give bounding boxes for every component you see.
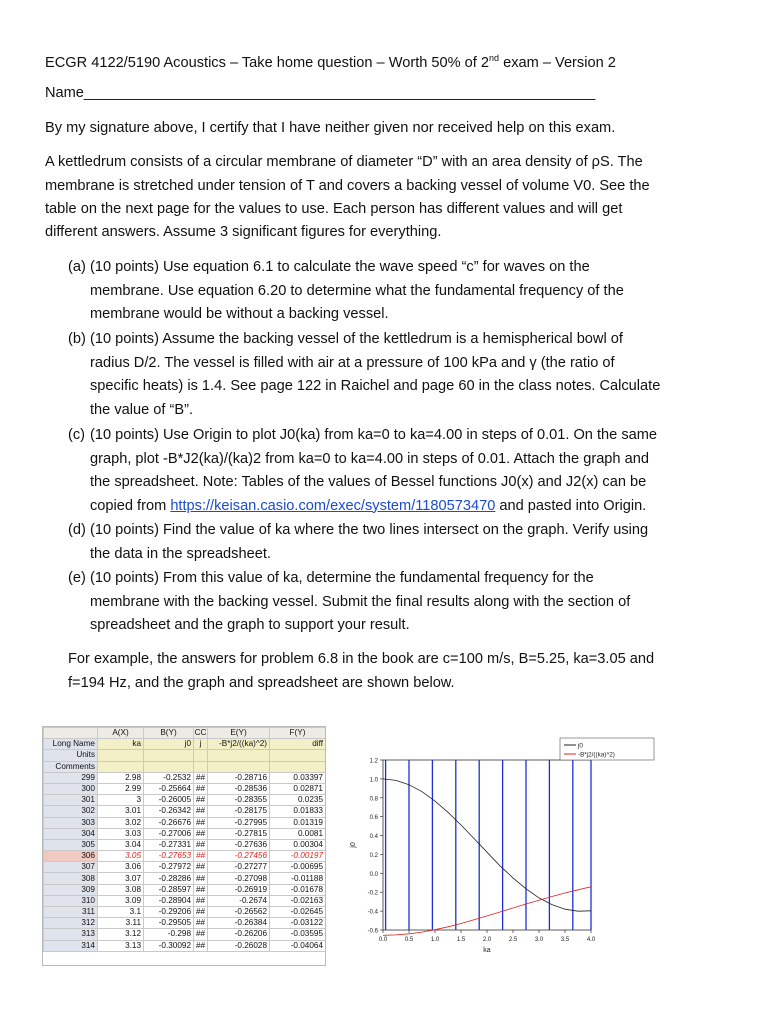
spreadsheet-cell[interactable]: E(Y) bbox=[208, 728, 270, 739]
row-header-cell[interactable]: 300 bbox=[44, 783, 98, 794]
question-line: specific heats) is 1.4. See page 122 in Raichel and page 60 in the class notes. Calculate bbox=[90, 378, 661, 394]
spreadsheet-cell[interactable]: ## bbox=[194, 873, 208, 884]
spreadsheet-cell[interactable]: CC bbox=[194, 728, 207, 738]
row-header-cell[interactable]: 305 bbox=[44, 839, 98, 850]
row-header-cell[interactable]: Units bbox=[44, 750, 98, 761]
spreadsheet-cell[interactable]: -0.28904 bbox=[144, 895, 194, 906]
spreadsheet-cell[interactable]: 0.00304 bbox=[270, 839, 326, 850]
meta-row[interactable] bbox=[44, 739, 326, 750]
spreadsheet-cell[interactable]: 2.98 bbox=[98, 772, 144, 783]
x-tick-label: 3.0 bbox=[534, 937, 544, 943]
spreadsheet-cell[interactable]: ## bbox=[194, 895, 208, 906]
spreadsheet-cell[interactable]: 3 bbox=[98, 795, 144, 806]
spreadsheet-cell[interactable]: -0.03595 bbox=[270, 929, 326, 940]
spreadsheet-cell[interactable]: -0.26342 bbox=[144, 806, 194, 817]
spreadsheet-cell[interactable]: diff bbox=[270, 739, 326, 750]
row-header-cell[interactable]: 310 bbox=[44, 895, 98, 906]
plot-frame bbox=[383, 760, 591, 930]
spreadsheet-cell[interactable]: -0.02645 bbox=[270, 907, 326, 918]
spreadsheet-cell[interactable]: -0.28597 bbox=[144, 884, 194, 895]
copied-suffix: and pasted into Origin. bbox=[495, 497, 647, 514]
spreadsheet-cell[interactable]: -0.30092 bbox=[144, 940, 194, 951]
y-axis-label: j0 bbox=[350, 842, 357, 848]
row-header-cell[interactable]: 308 bbox=[44, 873, 98, 884]
x-tick-label: 4.0 bbox=[586, 937, 596, 943]
legend-label: j0 bbox=[578, 742, 583, 750]
spreadsheet-cell[interactable]: ## bbox=[194, 918, 208, 929]
spreadsheet-cell[interactable]: A(X) bbox=[98, 728, 144, 739]
question-b bbox=[68, 328, 728, 422]
spreadsheet-cell[interactable]: -0.28536 bbox=[208, 783, 270, 794]
row-header-cell[interactable] bbox=[44, 728, 98, 739]
spreadsheet-cell[interactable]: -0.29505 bbox=[144, 918, 194, 929]
spreadsheet-cell[interactable]: -0.2532 bbox=[144, 772, 194, 783]
row-header-cell[interactable]: 299 bbox=[44, 772, 98, 783]
spreadsheet-cell[interactable]: ## bbox=[194, 940, 208, 951]
example-line: For example, the answers for problem 6.8 in the book are c=100 m/s, B=5.25, ka=3.05 and bbox=[68, 651, 655, 667]
spreadsheet-cell[interactable]: -0.26028 bbox=[208, 940, 270, 951]
spreadsheet-cell[interactable]: 3.13 bbox=[98, 940, 144, 951]
spreadsheet-cell[interactable]: -0.28355 bbox=[208, 795, 270, 806]
spreadsheet-cell[interactable]: -0.03122 bbox=[270, 918, 326, 929]
example-paragraph bbox=[68, 648, 728, 695]
spreadsheet-cell[interactable] bbox=[98, 761, 144, 772]
question-label: (b) bbox=[68, 331, 86, 347]
spreadsheet-cell[interactable]: ## bbox=[194, 839, 208, 850]
spreadsheet-cell[interactable]: -0.27331 bbox=[144, 839, 194, 850]
meta-row[interactable] bbox=[44, 761, 326, 772]
spreadsheet-cell[interactable]: 0.03397 bbox=[270, 772, 326, 783]
spreadsheet-cell[interactable]: ## bbox=[194, 772, 208, 783]
row-header-cell[interactable]: 309 bbox=[44, 884, 98, 895]
spreadsheet-cell[interactable]: -0.27277 bbox=[208, 862, 270, 873]
question-c bbox=[68, 424, 728, 518]
x-tick-label: 0.5 bbox=[404, 937, 414, 943]
intro-line: A kettledrum consists of a circular membrane of diameter “D” with an area density of ρS. The bbox=[45, 154, 643, 170]
spreadsheet-cell[interactable]: 3.08 bbox=[98, 884, 144, 895]
spreadsheet-cell[interactable]: 3.03 bbox=[98, 828, 144, 839]
question-line: membrane would be without a backing vessel. bbox=[90, 306, 389, 322]
row-header-cell[interactable]: 301 bbox=[44, 795, 98, 806]
question-a bbox=[68, 256, 728, 327]
meta-row[interactable] bbox=[44, 750, 326, 761]
question-line: membrane with the backing vessel. Submit the final results along with the section of bbox=[90, 593, 631, 610]
spreadsheet-cell[interactable]: -0.26005 bbox=[144, 795, 194, 806]
row-header-cell[interactable]: 303 bbox=[44, 817, 98, 828]
spreadsheet-cell[interactable]: 3.05 bbox=[98, 851, 144, 862]
spreadsheet-cell[interactable]: 3.12 bbox=[98, 929, 144, 940]
spreadsheet-cell[interactable]: -0.27098 bbox=[208, 873, 270, 884]
spreadsheet-cell[interactable]: 3.04 bbox=[98, 839, 144, 850]
table-row[interactable] bbox=[44, 884, 326, 895]
question-line: spreadsheet and the graph to support your result. bbox=[90, 617, 410, 633]
question-line: (10 points) Use equation 6.1 to calculate the wave speed “c” for waves on the bbox=[90, 259, 590, 275]
y-tick-label: -0.4 bbox=[367, 909, 378, 916]
series-line bbox=[383, 887, 591, 936]
question-label: (e) bbox=[68, 570, 86, 586]
y-tick-label: 0.4 bbox=[369, 834, 378, 841]
x-tick-label: 3.5 bbox=[560, 937, 570, 943]
spreadsheet-cell[interactable]: -0.26562 bbox=[208, 907, 270, 918]
spreadsheet-cell[interactable]: -0.01188 bbox=[270, 873, 326, 884]
spreadsheet-cell[interactable]: -0.28175 bbox=[208, 806, 270, 817]
column-header-row[interactable] bbox=[44, 728, 326, 739]
question-line: the value of “B”. bbox=[90, 401, 194, 418]
spreadsheet-cell[interactable]: ## bbox=[194, 806, 208, 817]
spreadsheet-cell[interactable]: 0.01833 bbox=[270, 806, 326, 817]
question-line: membrane. Use equation 6.20 to determine what the fundamental frequency of the bbox=[90, 282, 624, 299]
name-field[interactable]: Name_______________________________________________________________ bbox=[45, 85, 596, 101]
spreadsheet-cell[interactable] bbox=[208, 750, 270, 761]
intro-line: different answers. Assume 3 significant figures for everything. bbox=[45, 224, 442, 240]
spreadsheet-cell[interactable]: -0.25664 bbox=[144, 783, 194, 794]
row-header-cell[interactable]: Long Name bbox=[44, 739, 98, 750]
spreadsheet-cell[interactable] bbox=[270, 761, 326, 772]
spreadsheet-cell[interactable]: ## bbox=[194, 828, 208, 839]
spreadsheet-cell[interactable]: -0.28716 bbox=[208, 772, 270, 783]
spreadsheet-cell[interactable]: -0.00695 bbox=[270, 862, 326, 873]
x-tick-label: 0.0 bbox=[378, 937, 388, 943]
spreadsheet-cell[interactable] bbox=[208, 761, 270, 772]
table-row[interactable] bbox=[44, 851, 326, 862]
spreadsheet-cell[interactable]: 3.11 bbox=[98, 918, 144, 929]
table-row[interactable] bbox=[44, 795, 326, 806]
y-tick-label: 0.0 bbox=[369, 871, 378, 878]
exam-title: ECGR 4122/5190 Acoustics – Take home question – Worth 50% of 2nd exam – Version 2 bbox=[45, 53, 616, 71]
y-tick-label: 0.2 bbox=[369, 852, 378, 859]
intro-line: table on the next page for the values to use. Each person has different values and will get bbox=[45, 201, 623, 217]
y-tick-label: -0.2 bbox=[367, 890, 378, 897]
spreadsheet-cell[interactable]: -0.298 bbox=[144, 929, 194, 940]
spreadsheet-cell[interactable]: -0.27653 bbox=[144, 851, 194, 862]
y-tick-label: 0.8 bbox=[369, 796, 378, 803]
spreadsheet-cell[interactable]: -0.2674 bbox=[208, 895, 270, 906]
bessel-table-link[interactable]: https://keisan.casio.com/exec/system/1180573470 bbox=[170, 497, 496, 514]
row-header-cell[interactable]: 313 bbox=[44, 929, 98, 940]
spreadsheet-cell[interactable] bbox=[194, 761, 208, 772]
spreadsheet-cell[interactable]: -0.29206 bbox=[144, 907, 194, 918]
table-row[interactable] bbox=[44, 873, 326, 884]
spreadsheet-cell[interactable]: ## bbox=[194, 929, 208, 940]
table-row[interactable] bbox=[44, 862, 326, 873]
spreadsheet-cell[interactable]: 3.06 bbox=[98, 862, 144, 873]
example-line: f=194 Hz, and the graph and spreadsheet are shown below. bbox=[68, 674, 455, 691]
row-header-cell[interactable]: 304 bbox=[44, 828, 98, 839]
spreadsheet-cell[interactable] bbox=[194, 750, 208, 761]
spreadsheet-cell[interactable]: 3.01 bbox=[98, 806, 144, 817]
question-line bbox=[68, 495, 728, 519]
spreadsheet-cell[interactable] bbox=[144, 750, 194, 761]
row-header-cell[interactable]: 314 bbox=[44, 940, 98, 951]
question-d bbox=[68, 519, 728, 566]
question-label: (a) bbox=[68, 259, 86, 275]
series-line bbox=[383, 779, 591, 911]
table-row[interactable] bbox=[44, 783, 326, 794]
spreadsheet-cell[interactable]: -B*j2/((ka)^2) bbox=[208, 739, 270, 750]
table-row[interactable] bbox=[44, 907, 326, 918]
spreadsheet-cell[interactable]: -0.26206 bbox=[208, 929, 270, 940]
spreadsheet-cell[interactable]: -0.26384 bbox=[208, 918, 270, 929]
spreadsheet-cell[interactable] bbox=[98, 750, 144, 761]
question-line: (10 points) Use Origin to plot J0(ka) from ka=0 to ka=4.00 in steps of 0.01. On the same bbox=[90, 427, 658, 443]
y-tick-label: 1.2 bbox=[369, 758, 378, 765]
copied-prefix: copied from bbox=[90, 497, 171, 514]
spreadsheet-cell[interactable]: -0.27006 bbox=[144, 828, 194, 839]
spreadsheet-cell[interactable]: -0.27972 bbox=[144, 862, 194, 873]
spreadsheet-cell[interactable]: -0.02163 bbox=[270, 895, 326, 906]
x-tick-label: 2.5 bbox=[508, 937, 518, 943]
y-tick-label: 0.6 bbox=[369, 815, 378, 822]
spreadsheet-cell[interactable]: ## bbox=[194, 851, 208, 862]
spreadsheet-cell[interactable]: 3.02 bbox=[98, 817, 144, 828]
spreadsheet-cell[interactable]: -0.00197 bbox=[270, 851, 326, 862]
spreadsheet-cell[interactable]: 3.07 bbox=[98, 873, 144, 884]
spreadsheet-cell[interactable]: -0.27456 bbox=[208, 851, 270, 862]
legend-label: -B*j2/((ka)^2) bbox=[578, 751, 615, 759]
row-header-cell[interactable]: 311 bbox=[44, 907, 98, 918]
table-row[interactable] bbox=[44, 828, 326, 839]
question-line: the spreadsheet. Note: Tables of the values of Bessel functions J0(x) and J2(x) can be bbox=[90, 474, 647, 490]
table-row[interactable] bbox=[44, 806, 326, 817]
question-label: (d) bbox=[68, 522, 86, 538]
spreadsheet-cell[interactable]: 3.09 bbox=[98, 895, 144, 906]
certification-text: By my signature above, I certify that I have neither given nor received help on this exam. bbox=[45, 120, 616, 136]
table-row[interactable] bbox=[44, 817, 326, 828]
spreadsheet-cell[interactable]: 0.0081 bbox=[270, 828, 326, 839]
y-tick-label: -0.6 bbox=[367, 928, 378, 935]
spreadsheet-cell[interactable]: B(Y) bbox=[144, 728, 194, 739]
spreadsheet-cell[interactable]: F(Y) bbox=[270, 728, 326, 739]
row-header-cell[interactable]: 306 bbox=[44, 851, 98, 862]
spreadsheet-cell[interactable]: -0.27636 bbox=[208, 839, 270, 850]
spreadsheet-table bbox=[43, 727, 326, 952]
spreadsheet-cell[interactable]: 0.01319 bbox=[270, 817, 326, 828]
table-row[interactable] bbox=[44, 895, 326, 906]
question-line: radius D/2. The vessel is filled with air at a pressure of 100 kPa and γ (the ratio of bbox=[90, 354, 615, 371]
spreadsheet-cell[interactable]: -0.28286 bbox=[144, 873, 194, 884]
spreadsheet-cell[interactable] bbox=[144, 761, 194, 772]
spreadsheet-cell[interactable]: -0.26919 bbox=[208, 884, 270, 895]
spreadsheet-cell[interactable]: ## bbox=[194, 795, 208, 806]
question-line: (10 points) Find the value of ka where the two lines intersect on the graph. Verify using bbox=[90, 522, 649, 538]
row-header-cell[interactable]: 312 bbox=[44, 918, 98, 929]
spreadsheet-cell[interactable]: ka bbox=[98, 739, 144, 750]
table-row[interactable] bbox=[44, 940, 326, 951]
intro-line: membrane is stretched under tension of T and covers a backing vessel of volume V0. See the bbox=[45, 178, 650, 194]
spreadsheet-cell[interactable]: ## bbox=[194, 862, 208, 873]
table-row[interactable] bbox=[44, 918, 326, 929]
spreadsheet-cell[interactable]: ## bbox=[194, 817, 208, 828]
x-tick-label: 1.0 bbox=[430, 937, 440, 943]
spreadsheet-cell[interactable]: ## bbox=[194, 907, 208, 918]
x-axis-label: ka bbox=[483, 947, 491, 954]
row-header-cell[interactable]: 307 bbox=[44, 862, 98, 873]
origin-graph bbox=[335, 730, 655, 962]
row-header-cell[interactable]: 302 bbox=[44, 806, 98, 817]
question-line: the data in the spreadsheet. bbox=[90, 545, 271, 562]
spreadsheet-cell[interactable]: j bbox=[194, 739, 208, 750]
table-row[interactable] bbox=[44, 839, 326, 850]
row-header-cell[interactable]: Comments bbox=[44, 761, 98, 772]
spreadsheet-cell[interactable]: 2.99 bbox=[98, 783, 144, 794]
spreadsheet-cell[interactable]: -0.27995 bbox=[208, 817, 270, 828]
spreadsheet-cell[interactable]: -0.27815 bbox=[208, 828, 270, 839]
spreadsheet-cell[interactable]: -0.26676 bbox=[144, 817, 194, 828]
x-tick-label: 1.5 bbox=[456, 937, 466, 943]
spreadsheet-cell[interactable]: ## bbox=[194, 884, 208, 895]
spreadsheet-cell[interactable]: 0.02871 bbox=[270, 783, 326, 794]
spreadsheet-cell[interactable] bbox=[270, 750, 326, 761]
question-line: (10 points) Assume the backing vessel of the kettledrum is a hemispherical bowl of bbox=[90, 331, 623, 347]
spreadsheet-cell[interactable]: j0 bbox=[144, 739, 194, 750]
spreadsheet-cell[interactable]: 0.0235 bbox=[270, 795, 326, 806]
spreadsheet-cell[interactable]: -0.01678 bbox=[270, 884, 326, 895]
y-tick-label: 1.0 bbox=[369, 777, 378, 784]
question-label: (c) bbox=[68, 427, 86, 443]
question-e bbox=[68, 567, 728, 638]
spreadsheet-cell[interactable]: 3.1 bbox=[98, 907, 144, 918]
x-tick-label: 2.0 bbox=[482, 937, 492, 943]
origin-spreadsheet[interactable] bbox=[42, 726, 326, 966]
table-row[interactable] bbox=[44, 929, 326, 940]
question-line: (10 points) From this value of ka, determine the fundamental frequency for the bbox=[90, 570, 594, 586]
spreadsheet-cell[interactable]: -0.04064 bbox=[270, 940, 326, 951]
spreadsheet-cell[interactable]: ## bbox=[194, 783, 208, 794]
question-line: graph, plot -B*J2(ka)/(ka)2 from ka=0 to ka=4.00 in steps of 0.01. Attach the graph and bbox=[90, 450, 649, 467]
table-row[interactable] bbox=[44, 772, 326, 783]
